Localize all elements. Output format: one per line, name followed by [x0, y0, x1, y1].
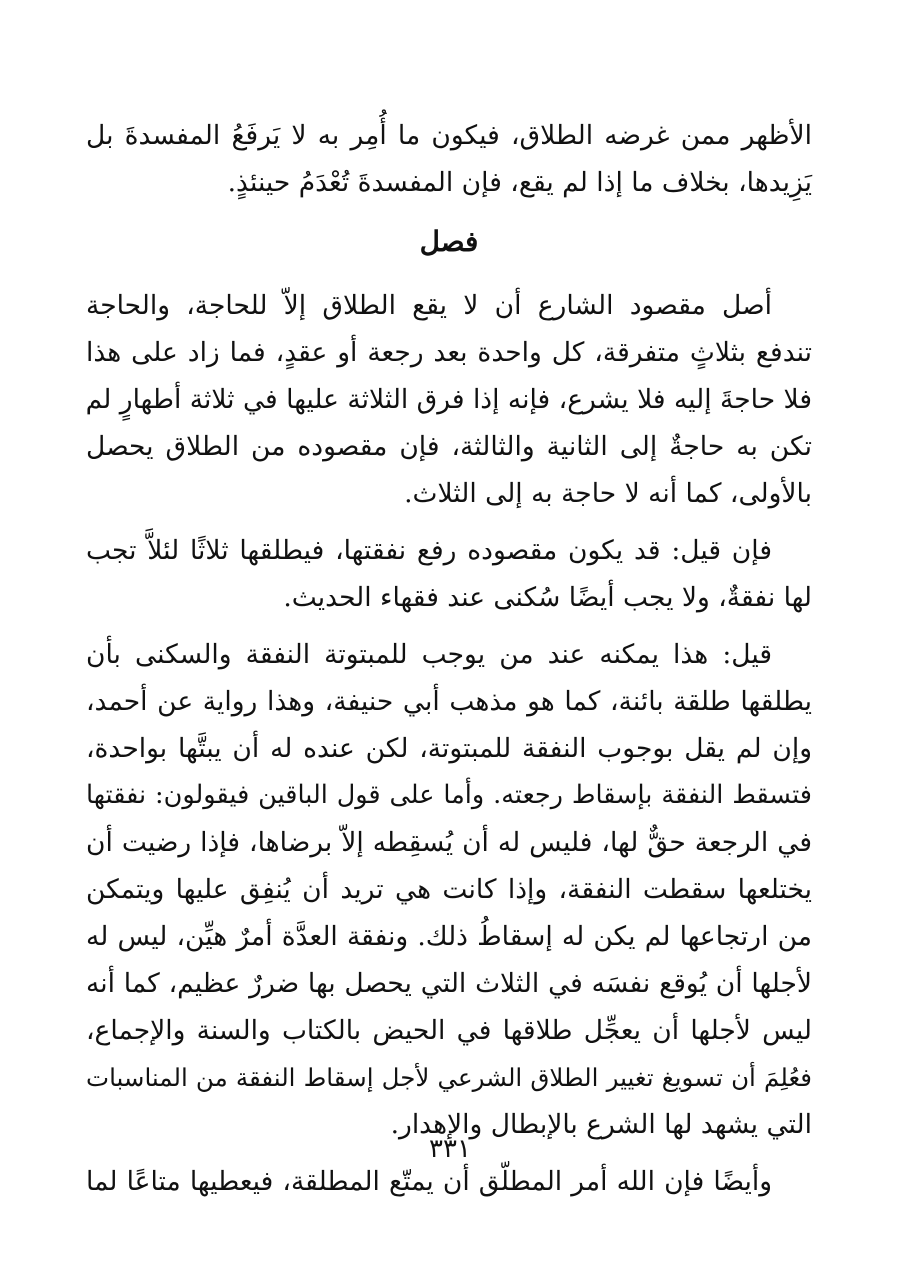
paragraph-gap	[86, 621, 812, 631]
document-page	[86, 112, 812, 1205]
text-line: فإن قيل: قد يكون مقصوده رفع نفقتها، فيطلقها ثلاثًا لئلاَّ تجب	[86, 535, 772, 566]
paragraph-purpose	[86, 282, 812, 517]
text-line: ليس لأجلها أن يعجِّل طلاقها في الحيض بالكتاب والسنة والإجماع،	[86, 1015, 812, 1046]
text-line: قيل: هذا يمكنه عند من يوجب للمبتوتة النفقة والسكنى بأن	[86, 639, 772, 670]
text-line: يَزِيدها، بخلاف ما إذا لم يقع، فإن المفسدةَ تُعْدَمُ حينئذٍ.	[227, 167, 812, 198]
text-line: لها نفقةٌ، ولا يجب أيضًا سُكنى عند فقهاء الحديث.	[283, 582, 812, 613]
text-line: من ارتجاعها لم يكن له إسقاطُ ذلك. ونفقة العدَّة أمرٌ هيِّن، ليس له	[86, 921, 812, 952]
text-line: تكن به حاجةٌ إلى الثانية والثالثة، فإن مقصوده من الطلاق يحصل	[86, 431, 812, 462]
text-line: التي يشهد لها الشرع بالإبطال والإهدار.	[390, 1109, 812, 1140]
paragraph-gap	[86, 517, 812, 527]
text-line: يطلقها طلقة بائنة، كما هو مذهب أبي حنيفة، وهذا رواية عن أحمد،	[86, 686, 812, 717]
text-line: فلا حاجةَ إليه فلا يشرع، فإنه إذا فرق الثلاثة عليها في ثلاثة أطهارٍ لم	[85, 384, 812, 415]
paragraph-continuation	[86, 112, 812, 206]
paragraph-reply	[86, 631, 812, 1148]
text-line: وإن لم يقل بوجوب النفقة للمبتوتة، لكن عنده له أن يبتَّها بواحدة،	[86, 733, 813, 764]
text-line: يختلعها سقطت النفقة، وإذا كانت هي تريد أن يُنفِق عليها ويتمكن	[86, 874, 812, 905]
paragraph-objection	[86, 527, 812, 621]
text-line: لأجلها أن يُوقع نفسَه في الثلاث التي يحصل بها ضررٌ عظيم، كما أنه	[86, 968, 812, 999]
text-line: أصل مقصود الشارع أن لا يقع الطلاق إلاّ للحاجة، والحاجة	[86, 290, 772, 321]
text-line: في الرجعة حقٌّ لها، فليس له أن يُسقِطه إلاّ برضاها، فإذا رضيت أن	[86, 827, 812, 858]
text-line: الأظهر ممن غرضه الطلاق، فيكون ما أُمِر به لا يَرفَعُ المفسدةَ بل	[86, 120, 812, 151]
text-line: بالأولى، كما أنه لا حاجة به إلى الثلاث.	[404, 478, 812, 509]
text-line: وأيضًا فإن الله أمر المطلّق أن يمتّع المطلقة، فيعطيها متاعًا لما	[86, 1166, 772, 1197]
section-heading: فصل	[419, 225, 479, 258]
text-line: فعُلِمَ أن تسويغ تغيير الطلاق الشرعي لأجل إسقاط النفقة من المناسبات	[86, 1063, 812, 1092]
text-line: تندفع بثلاثٍ متفرقة، كل واحدة بعد رجعة أو عقدٍ، فما زاد على هذا	[86, 337, 812, 368]
paragraph-mutah	[86, 1158, 812, 1205]
text-line: فتسقط النفقة بإسقاط رجعته. وأما على قول الباقين فيقولون: نفقتها	[86, 780, 812, 810]
page-number: ٣٣١	[429, 1134, 471, 1164]
